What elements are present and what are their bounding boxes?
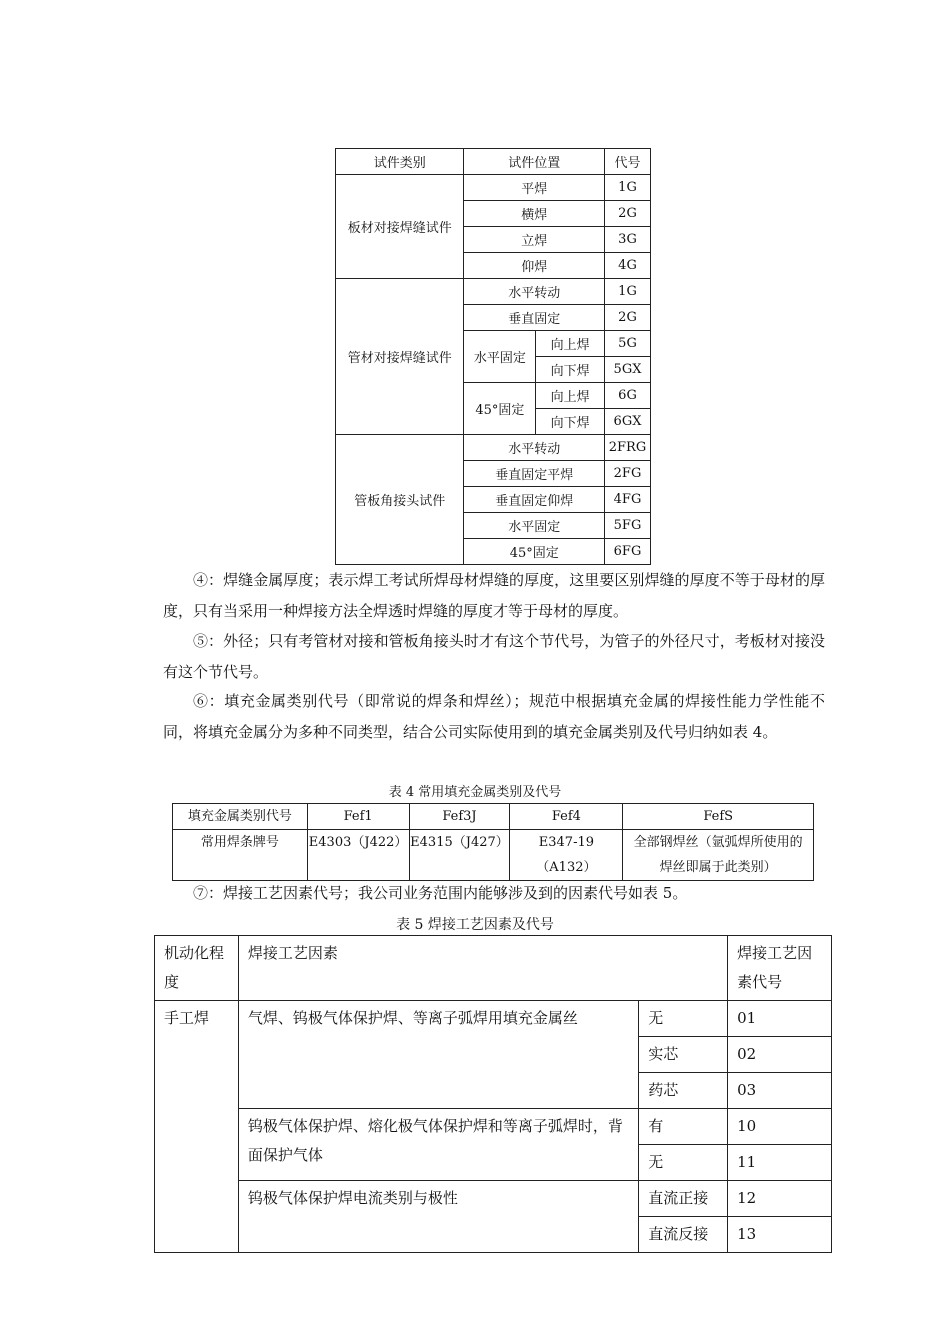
- table-row: 药芯 03: [155, 1073, 832, 1109]
- paragraph-filler-metal: ⑥：填充金属类别代号（即常说的焊条和焊丝）；规范中根据填充金属的焊接性能力学性能不同，将填充金属分为多种不同类型，结合公司实际使用到的填充金属类别及代号归纳如表 4。: [163, 692, 825, 741]
- category-pipe: 管材对接焊缝试件: [336, 279, 464, 435]
- header-code: 代号: [605, 149, 651, 175]
- table-header-row: 机动化程度 焊接工艺因素 焊接工艺因素代号: [155, 936, 832, 1001]
- table-row: 向下焊 5GX: [336, 357, 651, 383]
- test-position-table: [335, 148, 651, 565]
- table-row: 管材对接焊缝试件 水平转动 1G: [336, 279, 651, 305]
- table-row: 横焊 2G: [336, 201, 651, 227]
- header-category: 试件类别: [336, 149, 464, 175]
- paragraph-weld-thickness: ④：焊缝金属厚度；表示焊工考试所焊母材焊缝的厚度，这里要区别焊缝的厚度不等于母材的厚度，只有当采用一种焊接方法全焊透时焊缝的厚度才等于母材的厚度。: [163, 571, 825, 620]
- table-row: 垂直固定 2G: [336, 305, 651, 331]
- table-row: 实芯 02: [155, 1037, 832, 1073]
- table-row: 仰焊 4G: [336, 253, 651, 279]
- table-row: 手工焊 气焊、钨极气体保护焊、等离子弧焊用填充金属丝 无 01: [155, 1001, 832, 1037]
- table-row: 45°固定 向上焊 6G: [336, 383, 651, 409]
- table-row: 钨极气体保护焊电流类别与极性 直流正接 12: [155, 1181, 832, 1217]
- table-row: 立焊 3G: [336, 227, 651, 253]
- group-horizontal-fixed: 水平固定: [464, 331, 536, 383]
- filler-metal-table: [172, 803, 814, 881]
- table-row: 板材对接焊缝试件 平焊 1G: [336, 175, 651, 201]
- paragraph-outer-diameter: ⑤：外径；只有考管材对接和管板角接头时才有这个节代号，为管子的外径尺寸，考板材对接没有这个节代号。: [163, 632, 825, 681]
- table-row: 45°固定 6FG: [336, 539, 651, 565]
- paragraph-process-factor: ⑦：焊接工艺因素代号；我公司业务范围内能够涉及到的因素代号如表 5。: [193, 884, 688, 902]
- table-header-row: 填充金属类别代号 Fef1 Fef3J Fef4 FefS: [173, 804, 814, 830]
- table-row: 水平固定 向上焊 5G: [336, 331, 651, 357]
- table-row: 水平固定 5FG: [336, 513, 651, 539]
- category-tube-plate: 管板角接头试件: [336, 435, 464, 565]
- table-header-row: [336, 149, 651, 175]
- mechanization-manual: 手工焊: [155, 1001, 239, 1253]
- table-row: 向下焊 6GX: [336, 409, 651, 435]
- table-row: 无 11: [155, 1145, 832, 1181]
- process-factor-table: [154, 935, 832, 1253]
- table-row: 常用焊条牌号 E4303（J422） E4315（J427） E347-19（A132） 全部钢焊丝（氩弧焊所使用的焊丝即属于此类别）: [173, 830, 814, 881]
- table4-caption: 表 4 常用填充金属类别及代号: [388, 785, 562, 800]
- header-position: 试件位置: [464, 149, 605, 175]
- table-row: 管板角接头试件 水平转动 2FRG: [336, 435, 651, 461]
- table-row: 钨极气体保护焊、熔化极气体保护焊和等离子弧焊时，背面保护气体 有 10: [155, 1109, 832, 1145]
- table-row: 垂直固定仰焊 4FG: [336, 487, 651, 513]
- table5-caption: 表 5 焊接工艺因素及代号: [396, 917, 554, 933]
- table-row: 垂直固定平焊 2FG: [336, 461, 651, 487]
- group-45-fixed: 45°固定: [464, 383, 536, 435]
- table-row: 直流反接 13: [155, 1217, 832, 1253]
- category-plate: 板材对接焊缝试件: [336, 175, 464, 279]
